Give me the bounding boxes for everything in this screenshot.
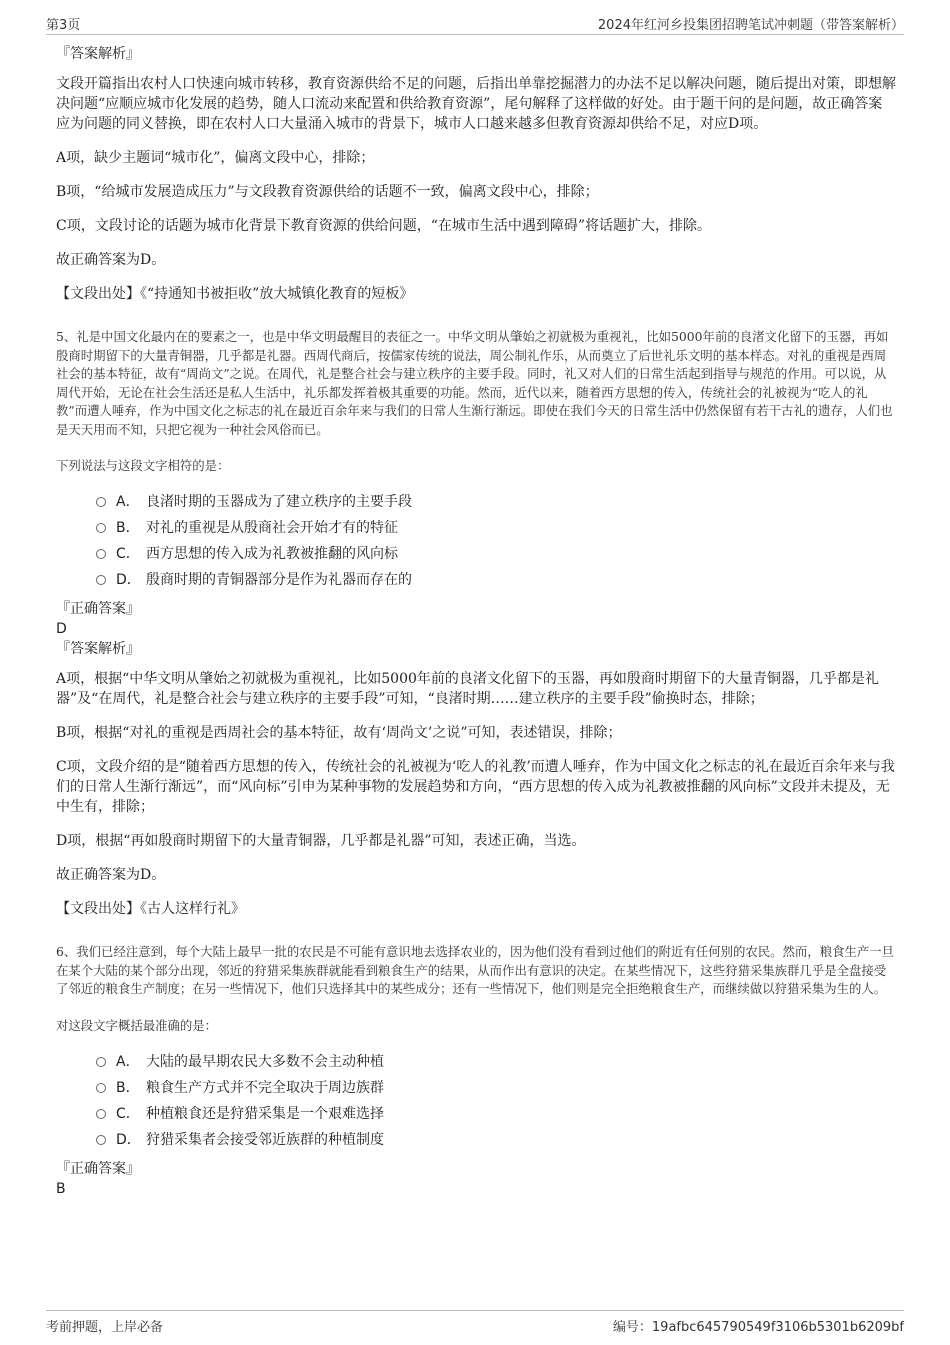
q6-answer: B bbox=[56, 1180, 66, 1197]
q5-stem: 下列说法与这段文字相符的是： bbox=[56, 458, 230, 473]
q4-source: 【文段出处】《“持通知书被拒收”放大城镇化教育的短板》 bbox=[56, 286, 414, 302]
radio-icon[interactable] bbox=[96, 575, 106, 585]
radio-icon[interactable] bbox=[96, 549, 106, 559]
radio-icon[interactable] bbox=[96, 523, 106, 533]
q6-option-b[interactable]: B． 粮食生产方式并不完全取决于周边族群 bbox=[96, 1075, 896, 1101]
q5-analysis-label: 『答案解析』 bbox=[56, 641, 140, 657]
page-header bbox=[46, 12, 904, 35]
q5-conclusion: 故正确答案为D。 bbox=[56, 867, 166, 883]
q5-passage: 5、礼是中国文化最内在的要素之一，也是中华文明最醒目的表征之一。中华文明从肇始之初就极为重视礼，比如5000年前的良渚文化留下的玉器，再如殷商时期留下的大量青铜器，几乎都是礼器。西周代商后，按儒家传统的说法，周公制礼作乐，从而奠立了后世礼乐文明的基本样态。对礼的重视是西周社会的基本特征，故有“周尚文”之说。在周代，礼是整合社会与建立秩序的主要手段。同时，礼又对人们的日常生活起到指导与规范的作用。可以说，从周代开始，无论在社会生活还是私人生活中，礼乐都发挥着极其重要的功能。然而，近代以来，随着西方思想的传入，传统社会的礼被视为“吃人的礼教”而遭人唾弃，作为中国文化之标志的礼在最近百余年来与我们的日常人生渐行渐远。即使在我们今天的日常生活中仍然保留有若干古礼的遗存，人们也是天天用而不知，只把它视为一种社会风俗而已。 bbox=[56, 329, 893, 437]
q6-option-a[interactable]: A． 大陆的最早期农民大多数不会主动种植 bbox=[96, 1049, 896, 1075]
q5-option-c[interactable]: C． 西方思想的传入成为礼教被推翻的风向标 bbox=[96, 541, 896, 567]
q4-analysis-b: B项，“给城市发展造成压力”与文段教育资源供给的话题不一致，偏离文段中心，排除； bbox=[56, 184, 599, 200]
q5-source: 【文段出处】《古人这样行礼》 bbox=[56, 901, 245, 917]
page-number: 第3页 bbox=[46, 18, 81, 33]
q4-analysis-a: A项，缺少主题词“城市化”，偏离文段中心，排除； bbox=[56, 150, 375, 166]
q5-analysis-c: C项，文段介绍的是“随着西方思想的传入，传统社会的礼被视为‘吃人的礼教’而遭人唾弃，作为中国文化之标志的礼在最近百余年来与我们的日常人生渐行渐远”，而“风向标”引申为某种事物的发展趋势和方向，“西方思想的传入成为礼教被推翻的风向标”文段并未提及，无中生有，排除； bbox=[56, 759, 895, 815]
q5-answer: D bbox=[56, 621, 67, 637]
page-content bbox=[56, 44, 896, 1199]
q5-answer-label: 『正确答案』 bbox=[56, 601, 140, 617]
radio-icon[interactable] bbox=[96, 1135, 106, 1145]
q5-option-a[interactable]: A． 良渚时期的玉器成为了建立秩序的主要手段 bbox=[96, 489, 896, 515]
q5-options bbox=[96, 489, 896, 593]
radio-icon[interactable] bbox=[96, 1057, 106, 1067]
q4-analysis-main: 文段开篇指出农村人口快速向城市转移，教育资源供给不足的问题，后指出单靠挖掘潜力的办法不足以解决问题，随后提出对策，即想解决问题“应顺应城市化发展的趋势，随人口流动来配置和供给教育资源”，尾句解释了这样做的好处。由于题干问的是问题，故正确答案应为问题的同义替换，即在农村人口大量涌入城市的背景下，城市人口越来越多但教育资源却供给不足，对应D项。 bbox=[56, 76, 896, 132]
page-footer bbox=[46, 1310, 904, 1333]
q5-option-b[interactable]: B． 对礼的重视是从殷商社会开始才有的特征 bbox=[96, 515, 896, 541]
q5-option-d[interactable]: D． 殷商时期的青铜器部分是作为礼器而存在的 bbox=[96, 567, 896, 593]
q6-options bbox=[96, 1049, 896, 1153]
radio-icon[interactable] bbox=[96, 1083, 106, 1093]
q6-option-d[interactable]: D． 狩猎采集者会接受邻近族群的种植制度 bbox=[96, 1127, 896, 1153]
q6-answer-label: 『正确答案』 bbox=[56, 1160, 140, 1177]
radio-icon[interactable] bbox=[96, 1109, 106, 1119]
q6-option-c[interactable]: C． 种植粮食还是狩猎采集是一个艰难选择 bbox=[96, 1101, 896, 1127]
q4-analysis-c: C项，文段讨论的话题为城市化背景下教育资源的供给问题，“在城市生活中遇到障碍”将话题扩大，排除。 bbox=[56, 218, 712, 234]
document-title: 2024年红河乡投集团招聘笔试冲刺题（带答案解析） bbox=[597, 18, 904, 33]
q4-analysis-label: 『答案解析』 bbox=[56, 46, 140, 62]
radio-icon[interactable] bbox=[96, 497, 106, 507]
q6-passage: 6、我们已经注意到，每个大陆上最早一批的农民是不可能有意识地去选择农业的，因为他们没有看到过他们的附近有任何别的农民。然而，粮食生产一旦在某个大陆的某个部分出现，邻近的狩猎采集族群就能看到粮食生产的结果，从而作出有意识的决定。在某些情况下，这些狩猎采集族群几乎是全盘接受了邻近的粮食生产制度；在另一些情况下，他们只选择其中的某些成分；还有一些情况下，他们则是完全拒绝粮食生产，而继续做以狩猎采集为生的人。 bbox=[56, 944, 895, 996]
q4-conclusion: 故正确答案为D。 bbox=[56, 252, 166, 268]
q5-analysis-d: D项，根据“再如殷商时期留下的大量青铜器，几乎都是礼器”可知，表述正确，当选。 bbox=[56, 833, 586, 849]
footer-slogan: 考前押题，上岸必备 bbox=[46, 1320, 164, 1335]
q5-analysis-b: B项，根据“对礼的重视是西周社会的基本特征，故有‘周尚文’之说”可知，表述错误，排除； bbox=[56, 725, 622, 741]
document-id: 编号：19afbc645790549f3106b5301b6209bf bbox=[612, 1320, 904, 1335]
q5-analysis-a: A项，根据“中华文明从肇始之初就极为重视礼，比如5000年前的良渚文化留下的玉器，再如殷商时期留下的大量青铜器，几乎都是礼器”及“在周代，礼是整合社会与建立秩序的主要手段”可知，“良渚时期……建立秩序的主要手段”偷换时态，排除； bbox=[56, 671, 879, 707]
q6-stem: 对这段文字概括最准确的是： bbox=[56, 1017, 218, 1033]
